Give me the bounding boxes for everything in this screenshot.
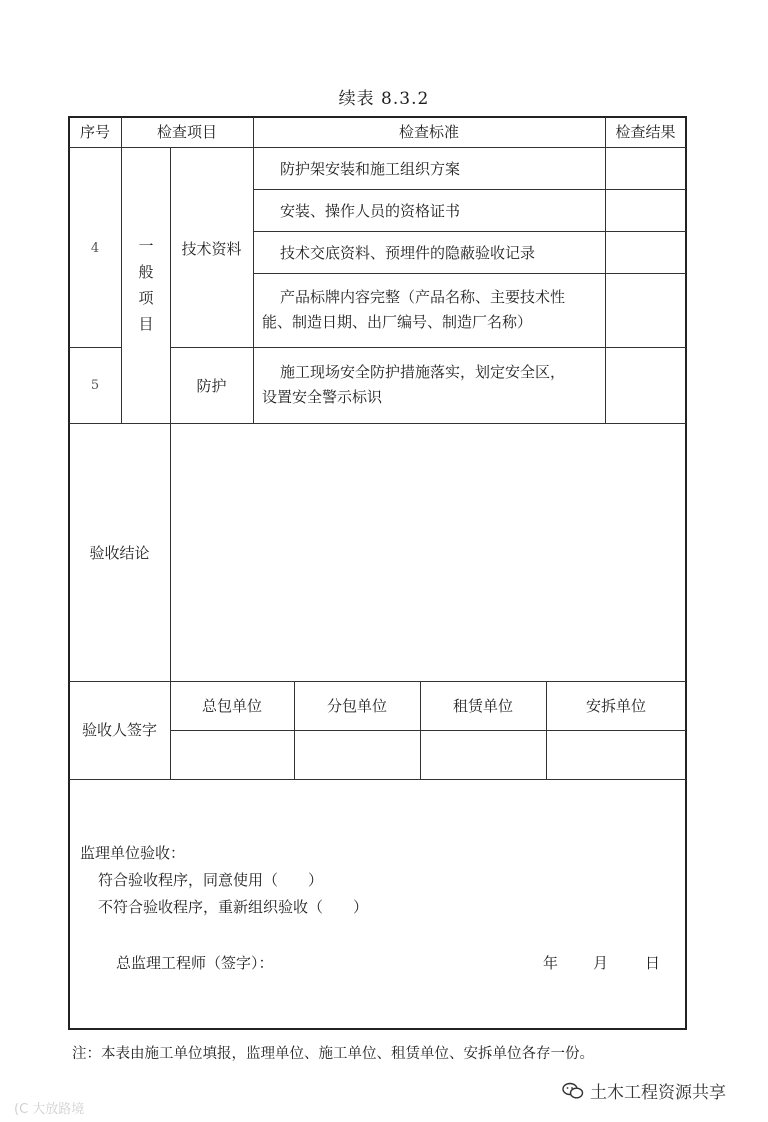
supervision-not-comply: 不符合验收程序，重新组织验收（ ） <box>98 898 369 916</box>
header-result: 检查结果 <box>615 123 676 141</box>
row-divider <box>170 730 686 731</box>
watermark-right <box>562 1078 726 1103</box>
sign-unit-subcontractor: 分包单位 <box>326 697 387 715</box>
criterion-certificates: 安装、操作人员的资格证书 <box>280 202 461 220</box>
date-year: 年 <box>543 954 559 972</box>
watermark-left <box>14 1098 84 1117</box>
criterion-line: 设置安全警示标识 <box>262 388 383 406</box>
row-item-protection: 防护 <box>196 377 227 395</box>
signature-label: 验收人签字 <box>81 721 157 739</box>
watermark-c-icon: (C <box>14 1102 29 1117</box>
sign-unit-installer: 安拆单位 <box>585 697 646 715</box>
row-divider <box>170 347 686 348</box>
conclusion-label: 验收结论 <box>89 544 150 562</box>
header-standard: 检查标准 <box>398 123 459 141</box>
criterion-nameplate <box>262 285 607 335</box>
section-divider <box>69 423 686 424</box>
chief-engineer-signature: 总监理工程师（签字）： <box>116 954 274 972</box>
criterion-plan: 防护架安装和施工组织方案 <box>280 160 461 178</box>
section-divider <box>69 681 686 682</box>
footnote: 注：本表由施工单位填报，监理单位、施工单位、租赁单位、安拆单位各存一份。 <box>72 1046 594 1062</box>
header-divider <box>69 147 686 148</box>
category-general-items <box>136 233 156 337</box>
sign-unit-lessor: 租赁单位 <box>452 697 513 715</box>
header-item: 检查项目 <box>156 123 217 141</box>
category-char: 一 <box>138 237 154 255</box>
watermark-right-text: 土木工程资源共享 <box>590 1083 726 1103</box>
wechat-icon <box>562 1082 584 1100</box>
criterion-line: 产品标牌内容完整（产品名称、主要技术性 <box>280 288 566 306</box>
supervision-comply: 符合验收程序，同意使用（ ） <box>98 871 324 889</box>
table-title: 续表 8.3.2 <box>338 89 430 109</box>
row-item-tech-docs: 技术资料 <box>181 240 242 258</box>
criterion-briefing: 技术交底资料、预埋件的隐蔽验收记录 <box>280 244 536 262</box>
row-divider <box>253 231 686 232</box>
category-char: 项 <box>138 289 154 307</box>
watermark-left-text: 大放路境 <box>32 1102 85 1117</box>
col-divider <box>121 117 122 423</box>
row-divider <box>69 347 121 348</box>
header-seq: 序号 <box>79 123 110 141</box>
row-seq-5: 5 <box>90 378 100 393</box>
category-char: 目 <box>138 315 154 333</box>
row-divider <box>253 273 686 274</box>
sign-unit-general-contractor: 总包单位 <box>201 697 262 715</box>
date-month: 月 <box>593 954 609 972</box>
section-divider <box>69 779 686 780</box>
col-divider <box>253 117 254 423</box>
category-char: 般 <box>138 263 154 281</box>
criterion-line: 能、制造日期、出厂编号、制造厂名称） <box>262 313 533 331</box>
criterion-safety <box>262 360 607 410</box>
row-seq-4: 4 <box>90 241 100 256</box>
criterion-line: 施工现场安全防护措施落实，划定安全区， <box>280 363 566 381</box>
date-day: 日 <box>645 954 661 972</box>
row-divider <box>253 189 686 190</box>
supervision-heading: 监理单位验收： <box>80 844 186 862</box>
